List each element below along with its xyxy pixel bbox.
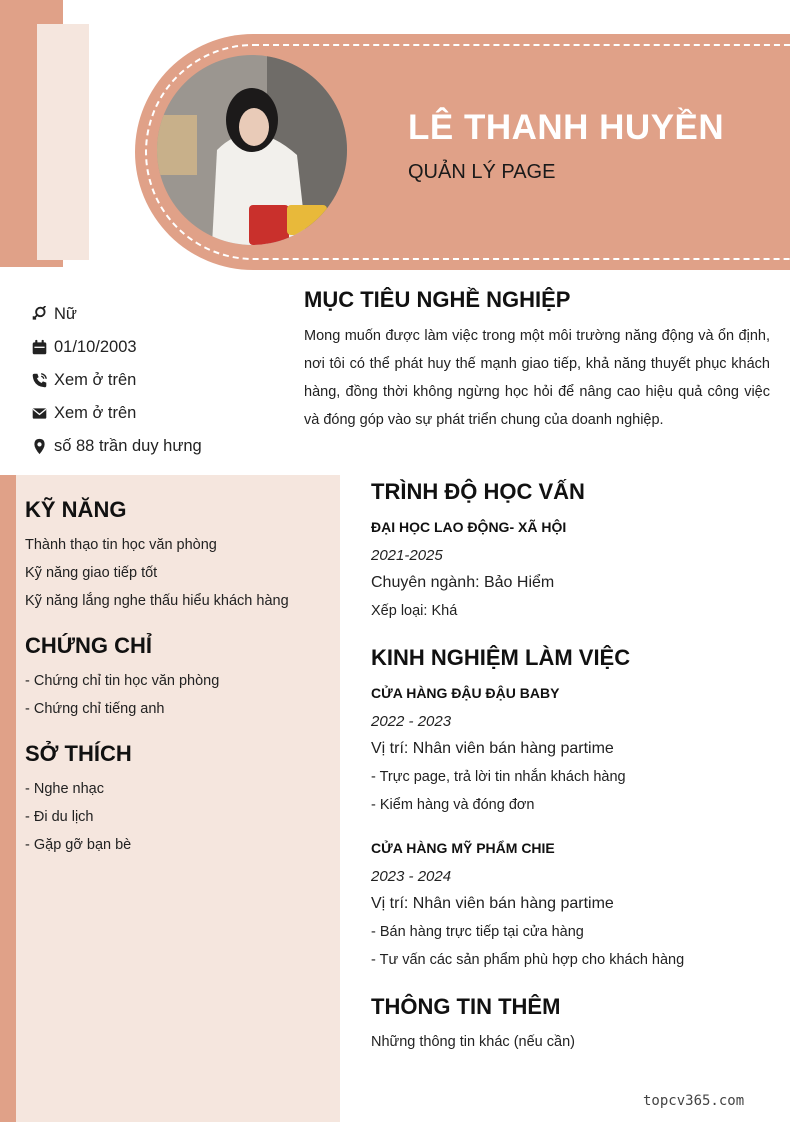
- contact-email: [30, 401, 280, 425]
- hobby-item: - Gặp gỡ bạn bè: [25, 837, 132, 853]
- hobbies-title: SỞ THÍCH: [25, 741, 132, 766]
- job-company: CỬA HÀNG ĐẬU ĐẬU BABY: [371, 685, 560, 701]
- hobby-item: - Nghe nhạc: [25, 781, 104, 797]
- candidate-name: LÊ THANH HUYỀN: [408, 108, 725, 147]
- skills-title: KỸ NĂNG: [25, 497, 127, 522]
- job-task: - Trực page, trả lời tin nhắn khách hàng: [371, 769, 626, 785]
- additional-text: Những thông tin khác (nếu cần): [371, 1034, 575, 1050]
- education-school: ĐẠI HỌC LAO ĐỘNG- XÃ HỘI: [371, 519, 567, 535]
- watermark: topcv365.com: [643, 1093, 745, 1109]
- skill-item: Thành thạo tin học văn phòng: [25, 537, 217, 553]
- hobby-item: - Đi du lịch: [25, 809, 94, 825]
- contact-phone-text: Xem ở trên: [54, 370, 137, 389]
- education-grade: Xếp loại: Khá: [371, 603, 458, 619]
- job-period: 2022 - 2023: [371, 713, 452, 730]
- contact-gender-text: Nữ: [54, 304, 77, 323]
- objective-title: MỤC TIÊU NGHỀ NGHIỆP: [304, 287, 571, 312]
- gender-icon: [30, 305, 48, 323]
- contact-email-text: Xem ở trên: [54, 403, 137, 422]
- phone-icon: [30, 371, 48, 389]
- contact-birthday-text: 01/10/2003: [54, 337, 137, 356]
- job-company: CỬA HÀNG MỸ PHẨM CHIE: [371, 840, 555, 856]
- job-task: - Tư vấn các sản phẩm phù hợp cho khách hàng: [371, 952, 685, 968]
- contact-phone: [30, 368, 280, 392]
- skill-item: Kỹ năng giao tiếp tốt: [25, 565, 158, 581]
- certificates-title: CHỨNG CHỈ: [25, 633, 153, 658]
- skill-item: Kỹ năng lắng nghe thấu hiểu khách hàng: [25, 593, 289, 609]
- calendar-icon: [30, 338, 48, 356]
- certificate-item: - Chứng chỉ tiếng anh: [25, 701, 165, 717]
- education-period: 2021-2025: [371, 547, 443, 564]
- contact-address-text: số 88 trần duy hưng: [54, 436, 202, 455]
- certificate-item: - Chứng chỉ tin học văn phòng: [25, 673, 220, 689]
- additional-title: THÔNG TIN THÊM: [371, 994, 561, 1019]
- candidate-role: QUẢN LÝ PAGE: [408, 161, 556, 183]
- email-icon: [30, 404, 48, 422]
- job-position: Vị trí: Nhân viên bán hàng partime: [371, 895, 614, 912]
- header-left-inner-block: [37, 24, 89, 260]
- profile-photo: [157, 55, 347, 245]
- contact-address: [30, 434, 280, 458]
- education-major: Chuyên ngành: Bảo Hiểm: [371, 574, 555, 591]
- job-task: - Kiểm hàng và đóng đơn: [371, 797, 535, 813]
- job-period: 2023 - 2024: [371, 868, 452, 885]
- objective-text: Mong muốn được làm việc trong một môi trường năng động và ổn định, nơi tôi có thể phát huy thế mạnh giao tiếp, khả năng thuyết phục khách hàng, đồng thời không ngừng học hỏi để nâng cao hiệu quả công việc và đóng góp vào sự phát triển chung của doanh nghiệp.: [304, 328, 770, 428]
- left-column-stripe: [0, 475, 16, 1122]
- experience-title: KINH NGHIỆM LÀM VIỆC: [371, 645, 631, 670]
- job-position: Vị trí: Nhân viên bán hàng partime: [371, 740, 614, 757]
- location-icon: [30, 437, 48, 455]
- job-task: - Bán hàng trực tiếp tại cửa hàng: [371, 924, 584, 940]
- contact-gender: [30, 302, 280, 326]
- contact-birthday: [30, 335, 280, 359]
- education-title: TRÌNH ĐỘ HỌC VẤN: [371, 479, 585, 504]
